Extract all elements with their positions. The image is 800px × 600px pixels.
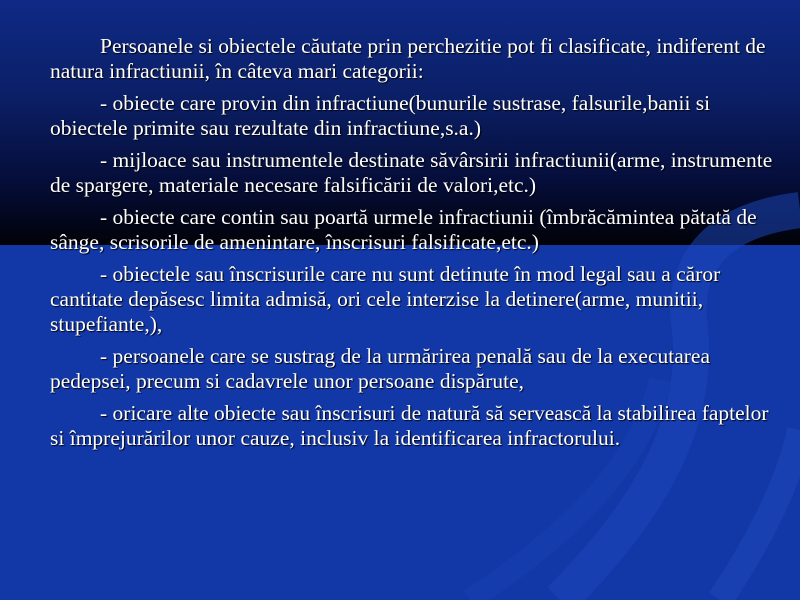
intro-paragraph: Persoanele si obiectele căutate prin perchezitie pot fi clasificate, indiferent de natura infractiunii, în câteva mari categorii: — [50, 34, 766, 83]
list-item-stolen-objects: - obiecte care provin din infractiune(bunurile sustrase, falsurile,banii si obiectele primite sau rezultate din infractiune,s.a.) — [50, 91, 711, 140]
list-item-illegal-items: - obiectele sau înscrisurile care nu sunt detinute în mod legal sau a căror cantitate depăsesc limita admisă, ori cele interzise la detinere(arme, munitii, stupefiante,), — [50, 262, 721, 336]
list-item-crime-traces: - obiecte care contin sau poartă urmele infractiunii (îmbrăcămintea pătată de sânge, scrisorile de amenintare, înscrisuri falsificate,etc.) — [50, 205, 757, 254]
list-item-other-evidence: - oricare alte obiecte sau înscrisuri de natură să servească la stabilirea faptelor si împrejurărilor unor cauze, inclusiv la identificarea infractorului. — [50, 401, 769, 450]
slide-body-text — [50, 34, 780, 458]
list-item-crime-instruments: - mijloace sau instrumentele destinate săvârsirii infractiunii(arme, instrumente de spargere, materiale necesare falsificării de valori,etc.) — [50, 148, 773, 197]
list-item-fugitives: - persoanele care se sustrag de la urmărirea penală sau de la executarea pedepsei, precum si cadavrele unor persoane dispărute, — [50, 344, 711, 393]
